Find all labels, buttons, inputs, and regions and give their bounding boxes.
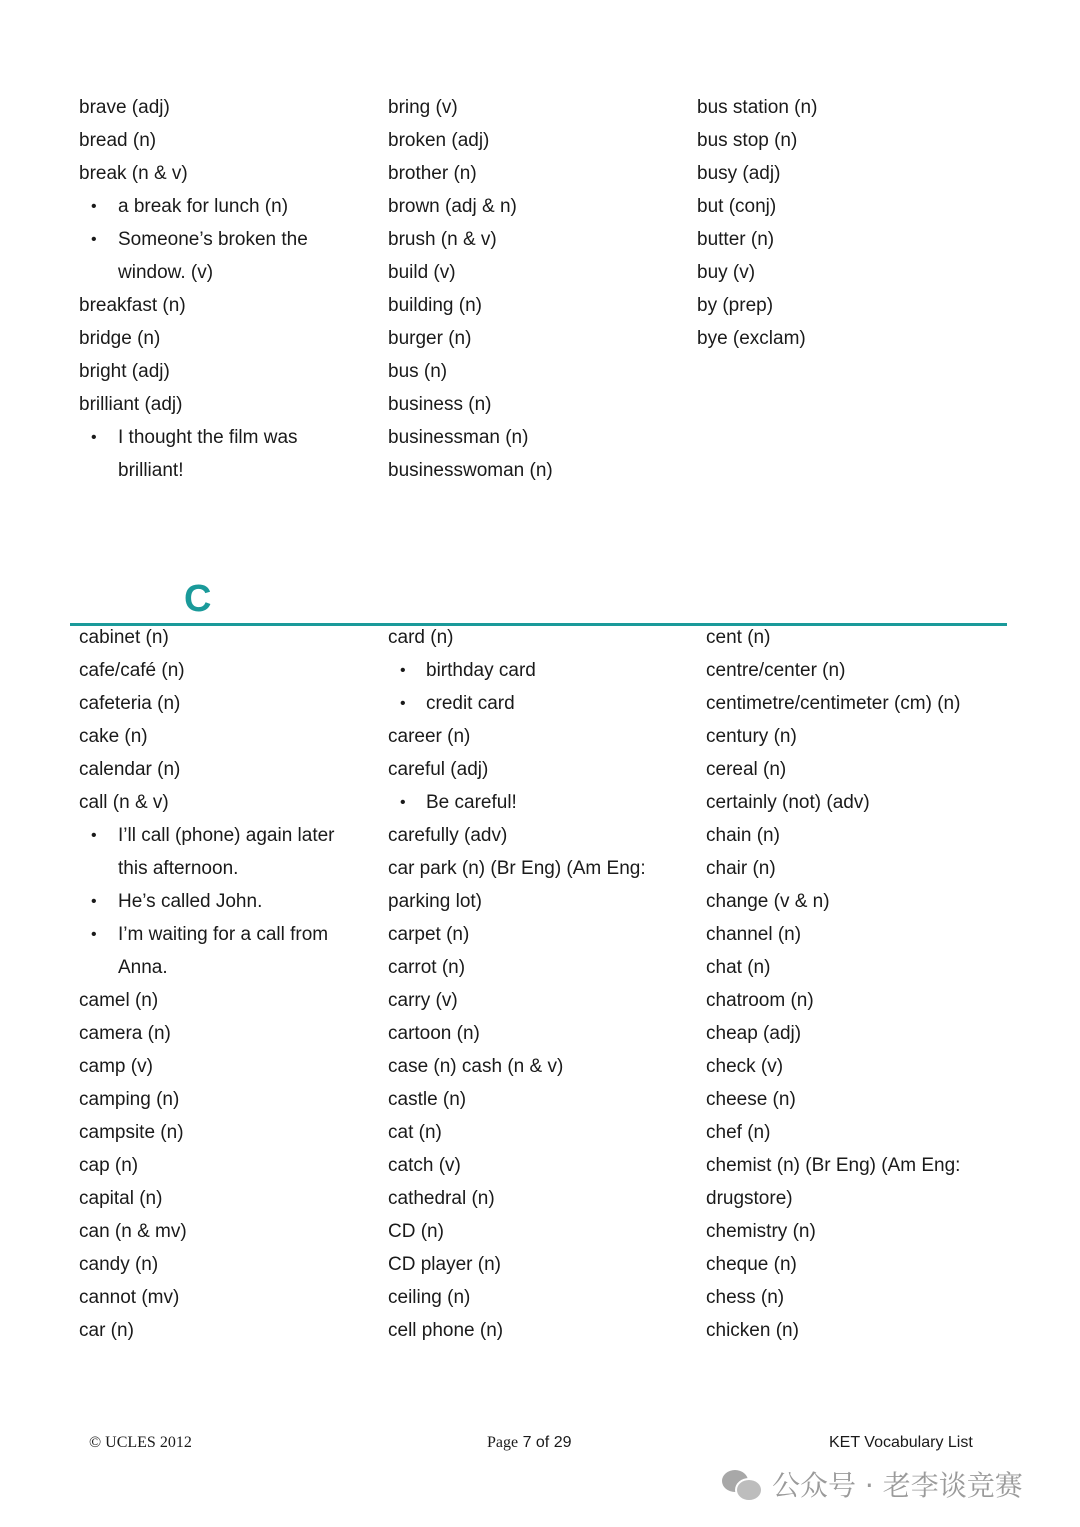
- entry-text: cap (n): [79, 1155, 139, 1176]
- vocab-entry: [79, 124, 308, 157]
- vocab-entry: [79, 1314, 335, 1347]
- vocab-entry: [79, 91, 308, 124]
- entry-text: cell phone (n): [388, 1320, 504, 1341]
- vocab-entry: [706, 786, 960, 819]
- entry-text: buy (v): [697, 262, 756, 283]
- entry-text: burger (n): [388, 328, 472, 349]
- vocab-entry: [388, 1281, 646, 1314]
- footer-doc-title: KET Vocabulary List: [829, 1434, 973, 1451]
- vocab-entry: [79, 388, 308, 421]
- vocab-entry: [706, 984, 960, 1017]
- b-column-3: [697, 91, 817, 355]
- vocab-entry: [388, 852, 646, 885]
- vocab-entry: [706, 687, 960, 720]
- entry-text: check (v): [706, 1056, 784, 1077]
- vocab-entry: [706, 1116, 960, 1149]
- entry-text: I thought the film was: [118, 427, 298, 448]
- vocab-entry: [706, 885, 960, 918]
- vocab-entry: [388, 819, 646, 852]
- vocab-entry: [706, 819, 960, 852]
- entry-text: busy (adj): [697, 163, 781, 184]
- entry-text: century (n): [706, 726, 797, 747]
- vocab-entry: [79, 1281, 335, 1314]
- vocab-entry: [706, 951, 960, 984]
- entry-text: by (prep): [697, 295, 774, 316]
- vocab-entry: [706, 1248, 960, 1281]
- bullet-icon: •: [400, 662, 406, 679]
- entry-text: Someone’s broken the: [118, 229, 308, 250]
- entry-text: camera (n): [79, 1023, 171, 1044]
- vocab-entry: [706, 1050, 960, 1083]
- vocab-entry: [79, 1017, 335, 1050]
- vocab-entry: [79, 1182, 335, 1215]
- entry-text: brave (adj): [79, 97, 170, 118]
- footer-page-count: 7 of 29: [522, 1434, 572, 1451]
- vocab-entry: [697, 322, 817, 355]
- entry-text: can (n & mv): [79, 1221, 187, 1242]
- entry-text: break (n & v): [79, 163, 188, 184]
- entry-text: certainly (not) (adv): [706, 792, 870, 813]
- entry-text: call (n & v): [79, 792, 169, 813]
- vocab-entry: [697, 124, 817, 157]
- vocab-entry: [79, 1050, 335, 1083]
- vocab-entry: [706, 1182, 960, 1215]
- entry-text: cafeteria (n): [79, 693, 181, 714]
- vocab-entry: [706, 1314, 960, 1347]
- vocab-entry: [706, 654, 960, 687]
- section-heading-c: C: [184, 578, 212, 620]
- c-column-2: [388, 621, 646, 1347]
- bullet-icon: •: [91, 429, 97, 446]
- vocab-entry: [388, 421, 553, 454]
- vocab-entry: [388, 355, 553, 388]
- entry-text: cafe/café (n): [79, 660, 185, 681]
- entry-text: chemist (n) (Br Eng) (Am Eng:: [706, 1155, 961, 1176]
- example-bullet: [388, 654, 646, 687]
- entry-text: cheque (n): [706, 1254, 797, 1275]
- entry-text: car (n): [79, 1320, 134, 1341]
- entry-text: bye (exclam): [697, 328, 806, 349]
- vocab-entry: [79, 1215, 335, 1248]
- entry-text: chair (n): [706, 858, 776, 879]
- bullet-icon: •: [91, 926, 97, 943]
- watermark-text: 公众号 · 老李谈竞赛: [772, 1469, 1023, 1502]
- entry-text: chemistry (n): [706, 1221, 816, 1242]
- vocab-entry: [706, 1083, 960, 1116]
- entry-text: butter (n): [697, 229, 775, 250]
- entry-text: a break for lunch (n): [118, 196, 289, 217]
- vocab-entry: [79, 1116, 335, 1149]
- vocab-entry: [706, 1281, 960, 1314]
- entry-text: cathedral (n): [388, 1188, 495, 1209]
- vocab-entry: [388, 1182, 646, 1215]
- entry-text: cereal (n): [706, 759, 787, 780]
- vocab-entry: [79, 355, 308, 388]
- entry-text: brush (n & v): [388, 229, 497, 250]
- vocab-entry: [79, 1248, 335, 1281]
- entry-text: centre/center (n): [706, 660, 846, 681]
- entry-text: centimetre/centimeter (cm) (n): [706, 693, 961, 714]
- entry-text: brother (n): [388, 163, 477, 184]
- entry-text: bright (adj): [79, 361, 170, 382]
- example-bullet: [388, 687, 646, 720]
- vocab-entry: [79, 289, 308, 322]
- entry-text: chatroom (n): [706, 990, 814, 1011]
- entry-text: channel (n): [706, 924, 802, 945]
- vocab-entry: [697, 157, 817, 190]
- entry-text: building (n): [388, 295, 482, 316]
- bullet-icon: •: [91, 198, 97, 215]
- vocab-entry: [697, 223, 817, 256]
- entry-text: carry (v): [388, 990, 458, 1011]
- example-bullet: [79, 190, 308, 223]
- entry-text: careful (adj): [388, 759, 489, 780]
- bullet-icon: •: [91, 827, 97, 844]
- example-continuation: [79, 454, 308, 487]
- example-bullet: [79, 885, 335, 918]
- entry-text: capital (n): [79, 1188, 163, 1209]
- b-column-1: [79, 91, 308, 487]
- footer-page-word: Page: [487, 1434, 519, 1451]
- entry-text: I’m waiting for a call from: [118, 924, 329, 945]
- vocab-entry: [388, 256, 553, 289]
- vocab-entry: [388, 1017, 646, 1050]
- vocab-entry: [706, 753, 960, 786]
- c-column-1: [79, 621, 335, 1347]
- example-bullet: [79, 223, 308, 256]
- vocab-entry: [388, 157, 553, 190]
- vocab-entry: [388, 1314, 646, 1347]
- vocab-entry: [388, 388, 553, 421]
- entry-text: bus (n): [388, 361, 448, 382]
- vocab-entry: [706, 1017, 960, 1050]
- entry-text: chain (n): [706, 825, 780, 846]
- vocab-entry: [79, 984, 335, 1017]
- vocab-entry: [697, 289, 817, 322]
- entry-text: broken (adj): [388, 130, 490, 151]
- entry-text: Anna.: [118, 957, 168, 978]
- entry-text: businessman (n): [388, 427, 529, 448]
- example-bullet: [79, 918, 335, 951]
- entry-text: business (n): [388, 394, 492, 415]
- entry-text: cheese (n): [706, 1089, 796, 1110]
- entry-text: change (v & n): [706, 891, 830, 912]
- vocab-entry: [388, 621, 646, 654]
- example-bullet: [388, 786, 646, 819]
- entry-text: carrot (n): [388, 957, 466, 978]
- bullet-icon: •: [91, 231, 97, 248]
- vocab-entry: [79, 753, 335, 786]
- entry-text: brilliant!: [118, 460, 184, 481]
- entry-text: camel (n): [79, 990, 159, 1011]
- vocab-entry: [388, 124, 553, 157]
- vocab-entry: [79, 157, 308, 190]
- entry-text: businesswoman (n): [388, 460, 553, 481]
- vocab-entry: [79, 654, 335, 687]
- vocab-entry: [388, 951, 646, 984]
- entry-text: this afternoon.: [118, 858, 239, 879]
- vocab-entry: [388, 223, 553, 256]
- entry-text: parking lot): [388, 891, 482, 912]
- entry-text: cartoon (n): [388, 1023, 480, 1044]
- entry-text: drugstore): [706, 1188, 793, 1209]
- example-continuation: [79, 852, 335, 885]
- entry-text: camping (n): [79, 1089, 180, 1110]
- entry-text: chat (n): [706, 957, 771, 978]
- vocab-entry: [79, 322, 308, 355]
- vocab-entry: [388, 1050, 646, 1083]
- entry-text: Be careful!: [426, 792, 517, 813]
- wechat-icon: [722, 1468, 762, 1500]
- entry-text: build (v): [388, 262, 456, 283]
- vocab-entry: [388, 720, 646, 753]
- entry-text: ceiling (n): [388, 1287, 471, 1308]
- vocab-entry: [79, 1083, 335, 1116]
- watermark: [722, 1466, 1023, 1502]
- vocab-entry: [79, 786, 335, 819]
- vocab-entry: [697, 91, 817, 124]
- entry-text: career (n): [388, 726, 471, 747]
- entry-text: catch (v): [388, 1155, 461, 1176]
- vocab-entry: [79, 621, 335, 654]
- c-column-3: [706, 621, 960, 1347]
- entry-text: carpet (n): [388, 924, 470, 945]
- entry-text: credit card: [426, 693, 515, 714]
- example-bullet: [79, 819, 335, 852]
- entry-text: cent (n): [706, 627, 771, 648]
- vocab-entry: [388, 322, 553, 355]
- vocab-entry: [388, 1215, 646, 1248]
- vocab-entry: [388, 454, 553, 487]
- entry-text: case (n) cash (n & v): [388, 1056, 564, 1077]
- vocab-entry: [388, 1083, 646, 1116]
- vocab-entry: [706, 852, 960, 885]
- entry-text: candy (n): [79, 1254, 159, 1275]
- b-column-2: [388, 91, 553, 487]
- entry-text: calendar (n): [79, 759, 181, 780]
- entry-text: cat (n): [388, 1122, 442, 1143]
- vocab-entry: [388, 1149, 646, 1182]
- entry-text: bus station (n): [697, 97, 818, 118]
- vocab-entry: [388, 918, 646, 951]
- entry-text: chef (n): [706, 1122, 771, 1143]
- vocab-entry: [706, 1149, 960, 1182]
- entry-text: campsite (n): [79, 1122, 184, 1143]
- vocab-entry: [388, 289, 553, 322]
- entry-text: bring (v): [388, 97, 458, 118]
- entry-text: breakfast (n): [79, 295, 186, 316]
- entry-text: chicken (n): [706, 1320, 799, 1341]
- vocab-entry: [388, 91, 553, 124]
- entry-text: brown (adj & n): [388, 196, 517, 217]
- entry-text: card (n): [388, 627, 454, 648]
- entry-text: birthday card: [426, 660, 536, 681]
- entry-text: He’s called John.: [118, 891, 263, 912]
- footer-page-number: [487, 1434, 572, 1452]
- entry-text: but (conj): [697, 196, 777, 217]
- vocab-entry: [706, 1215, 960, 1248]
- vocab-entry: [388, 1248, 646, 1281]
- entry-text: cannot (mv): [79, 1287, 180, 1308]
- vocab-entry: [388, 753, 646, 786]
- entry-text: car park (n) (Br Eng) (Am Eng:: [388, 858, 646, 879]
- entry-text: cabinet (n): [79, 627, 169, 648]
- vocab-entry: [388, 984, 646, 1017]
- entry-text: CD (n): [388, 1221, 444, 1242]
- entry-text: bus stop (n): [697, 130, 798, 151]
- entry-text: carefully (adv): [388, 825, 508, 846]
- vocab-entry: [388, 885, 646, 918]
- example-continuation: [79, 256, 308, 289]
- entry-text: bridge (n): [79, 328, 161, 349]
- entry-text: I’ll call (phone) again later: [118, 825, 335, 846]
- vocab-entry: [706, 621, 960, 654]
- vocab-entry: [697, 256, 817, 289]
- entry-text: chess (n): [706, 1287, 785, 1308]
- vocab-entry: [388, 190, 553, 223]
- footer-copyright: © UCLES 2012: [89, 1434, 192, 1451]
- vocab-entry: [79, 720, 335, 753]
- bullet-icon: •: [91, 893, 97, 910]
- bullet-icon: •: [400, 794, 406, 811]
- example-bullet: [79, 421, 308, 454]
- entry-text: window. (v): [118, 262, 214, 283]
- vocab-entry: [706, 720, 960, 753]
- entry-text: brilliant (adj): [79, 394, 183, 415]
- entry-text: CD player (n): [388, 1254, 501, 1275]
- vocab-entry: [388, 1116, 646, 1149]
- vocab-entry: [697, 190, 817, 223]
- entry-text: camp (v): [79, 1056, 153, 1077]
- vocab-entry: [79, 687, 335, 720]
- example-continuation: [79, 951, 335, 984]
- vocab-entry: [79, 1149, 335, 1182]
- entry-text: cheap (adj): [706, 1023, 802, 1044]
- entry-text: bread (n): [79, 130, 157, 151]
- entry-text: cake (n): [79, 726, 148, 747]
- entry-text: castle (n): [388, 1089, 467, 1110]
- vocab-entry: [706, 918, 960, 951]
- bullet-icon: •: [400, 695, 406, 712]
